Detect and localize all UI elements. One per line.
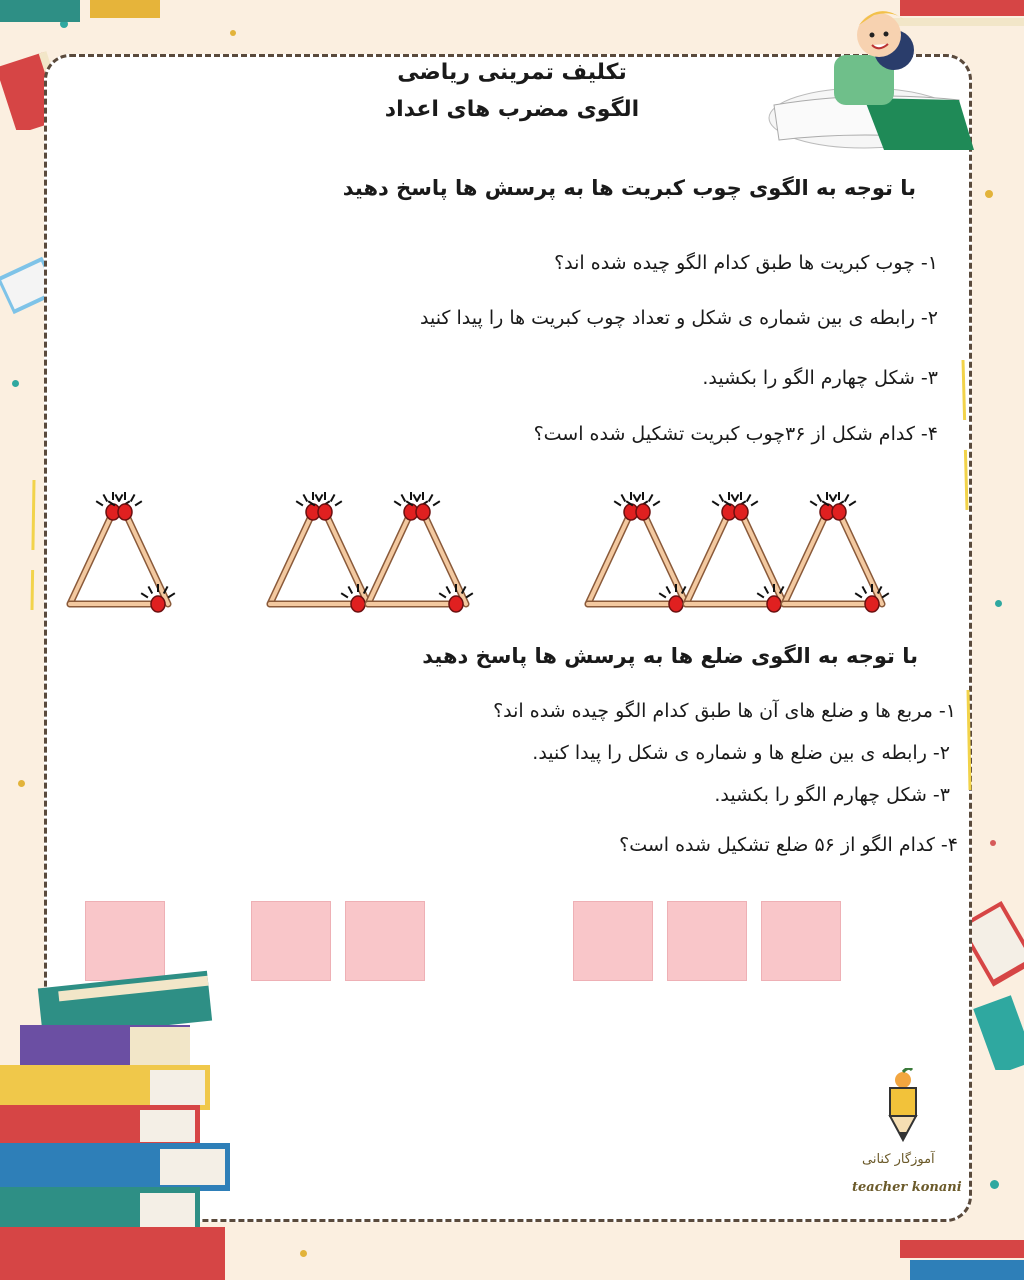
matchstick [839, 512, 882, 604]
page-subtitle: الگوی مضرب های اعداد [384, 97, 640, 122]
square-figure-3 [667, 901, 747, 981]
matchstick-head [318, 504, 332, 520]
spark-line [135, 501, 142, 505]
book-stack-illustration [0, 965, 240, 1280]
spark-line [757, 593, 764, 597]
spark-line [731, 494, 735, 501]
section2-question-3: ۳- شکل چهارم الگو را بکشید. [714, 784, 950, 806]
spark-line [810, 501, 817, 505]
spark-line [446, 586, 450, 593]
spark-line [855, 593, 862, 597]
matchstick [643, 512, 686, 604]
spark-line [614, 501, 621, 505]
spark-line [303, 494, 307, 501]
spark-line [348, 586, 352, 593]
bottom-right-books-illustration [900, 1230, 1024, 1280]
spark-line [131, 494, 135, 501]
section1-heading: با توجه به الگوی چوب کبریت ها به پرسش ها پاسخ دهید [342, 176, 916, 200]
spark-line [315, 494, 319, 501]
logo-latin-name: teacher konani [852, 1180, 962, 1195]
section2-question-4: ۴- کدام الگو از ۵۶ ضلع تشکیل شده است؟ [619, 834, 958, 856]
matchstick [741, 512, 784, 604]
spark-line [413, 494, 417, 501]
section1-question-2: ۲- رابطه ی بین شماره ی شکل و تعداد چوب کبریت ها را پیدا کنید [419, 307, 938, 329]
section2-question-2: ۲- رابطه ی بین ضلع ها و شماره ی شکل را پیدا کنید. [532, 742, 950, 764]
spark-line [719, 494, 723, 501]
matchstick [70, 512, 113, 604]
spark-line [296, 501, 303, 505]
spark-line [439, 593, 446, 597]
spark-line [882, 593, 889, 597]
square-figure-2 [251, 901, 331, 981]
spark-line [649, 494, 653, 501]
pencil-apple-icon [878, 1068, 928, 1148]
section2-question-1: ۱- مربع ها و ضلع های آن ها طبق کدام الگو چیده شده اند؟ [493, 700, 956, 722]
matchstick-head [416, 504, 430, 520]
matchstick-head [118, 504, 132, 520]
spark-line [712, 501, 719, 505]
matchstick-head [636, 504, 650, 520]
spark-line [341, 593, 348, 597]
spark-line [764, 586, 768, 593]
spark-line [429, 494, 433, 501]
section1-question-1: ۱- چوب کبریت ها طبق کدام الگو چیده شده اند؟ [554, 252, 938, 274]
logo-name: آموزگار کنانی [862, 1152, 935, 1167]
spark-line [168, 593, 175, 597]
matchstick-head [449, 596, 463, 612]
matchstick-head [832, 504, 846, 520]
spark-line [466, 593, 473, 597]
matchstick-head [151, 596, 165, 612]
matchstick [423, 512, 466, 604]
square-figure-3 [761, 901, 841, 981]
spark-line [148, 586, 152, 593]
spark-line [845, 494, 849, 501]
spark-line [747, 494, 751, 501]
matchstick [270, 512, 313, 604]
spark-line [817, 494, 821, 501]
spark-line [115, 494, 119, 501]
matchstick [368, 512, 411, 604]
spark-line [659, 593, 666, 597]
spark-line [96, 501, 103, 505]
matchstick [125, 512, 168, 604]
spark-line [751, 501, 758, 505]
spark-line [633, 494, 637, 501]
matchstick [325, 512, 368, 604]
spark-line [862, 586, 866, 593]
matchstick-head [734, 504, 748, 520]
matchstick-head [351, 596, 365, 612]
spark-line [621, 494, 625, 501]
matchstick [588, 512, 631, 604]
spark-line [849, 501, 856, 505]
spark-line [394, 501, 401, 505]
square-figure-2 [345, 901, 425, 981]
page-title: تکلیف تمرینی ریاضی [397, 60, 627, 85]
spark-line [666, 586, 670, 593]
spark-line [141, 593, 148, 597]
spark-line [433, 501, 440, 505]
section1-question-4: ۴- کدام شکل از ۳۶چوب کبریت تشکیل شده است؟ [533, 423, 938, 445]
spark-line [335, 501, 342, 505]
spark-line [401, 494, 405, 501]
matchstick-head [767, 596, 781, 612]
spark-line [653, 501, 660, 505]
section2-heading: با توجه به الگوی ضلع ها به پرسش ها پاسخ دهید [422, 644, 918, 668]
matchstick-head [865, 596, 879, 612]
spark-line [331, 494, 335, 501]
matchstick-head [669, 596, 683, 612]
square-figure-3 [573, 901, 653, 981]
spark-line [829, 494, 833, 501]
matchstick [784, 512, 827, 604]
matchstick [686, 512, 729, 604]
spark-line [103, 494, 107, 501]
section1-question-3: ۳- شکل چهارم الگو را بکشید. [702, 367, 938, 389]
